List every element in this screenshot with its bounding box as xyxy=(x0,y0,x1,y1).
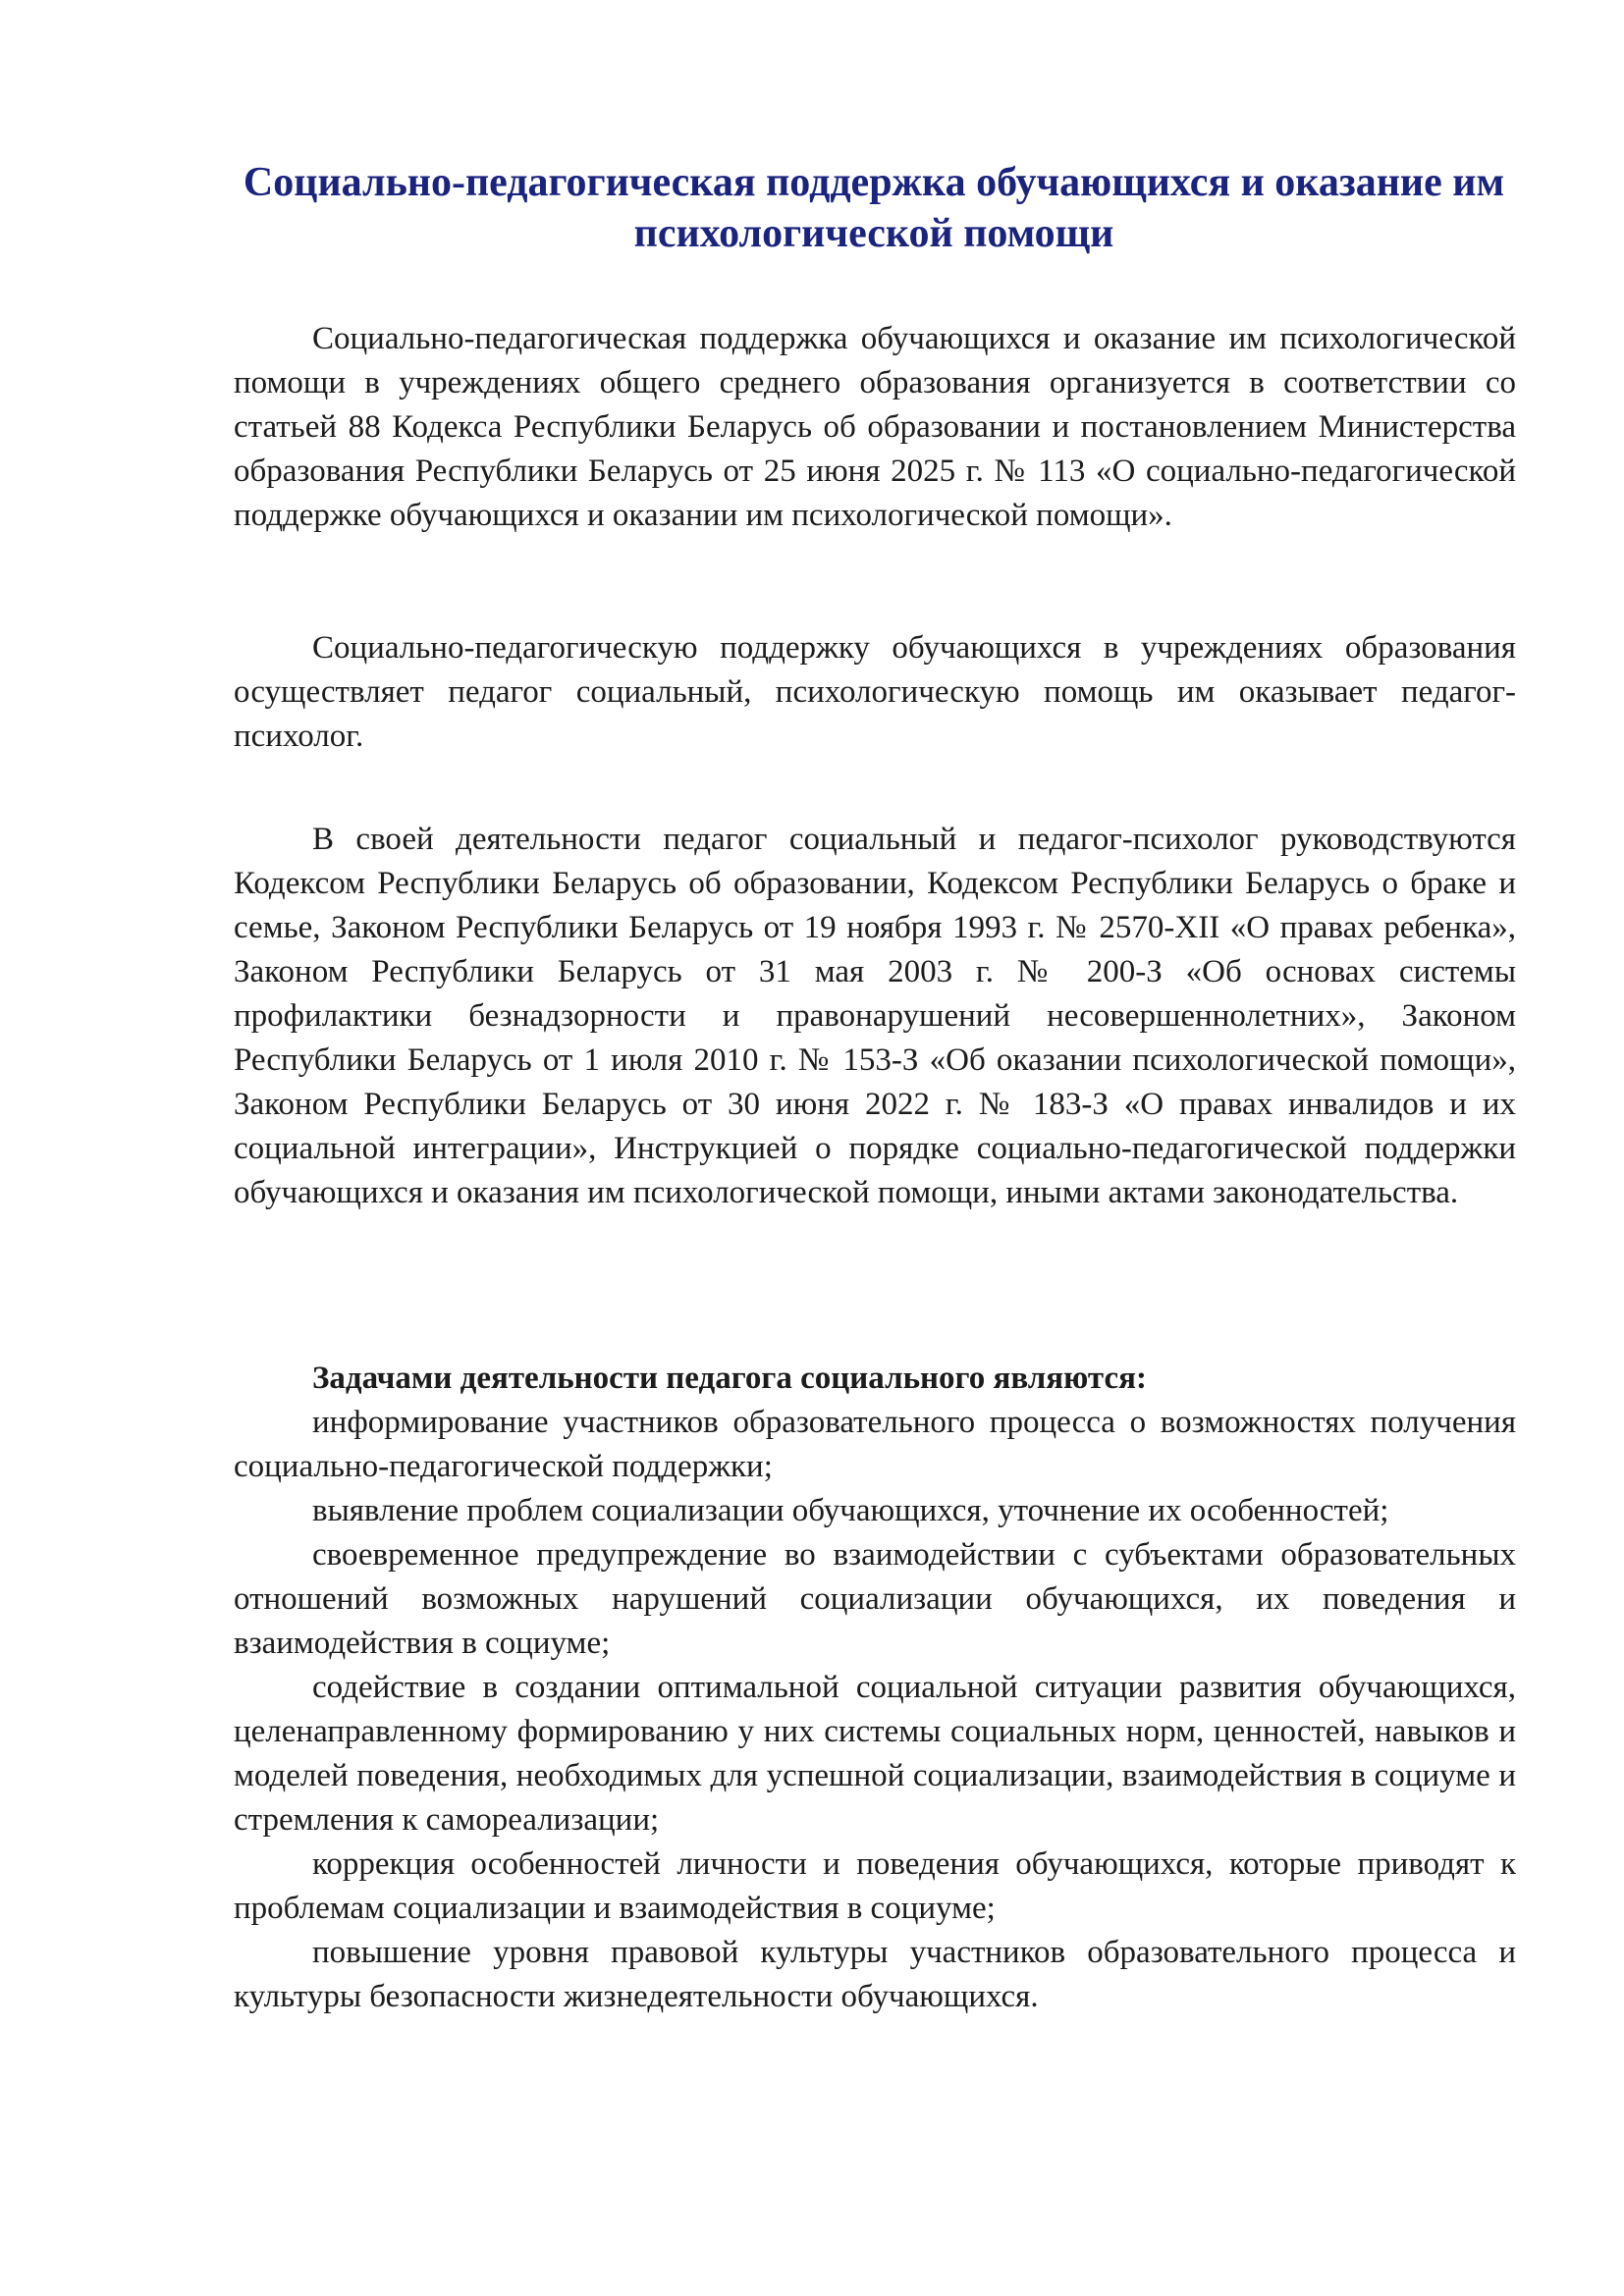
task-item: коррекция особенностей личности и поведения обучающихся, которые приводят к проблемам социализации и взаимодействия в социуме; xyxy=(234,1846,1516,1926)
paragraph-legal-basis: Социально-педагогическая поддержка обучающихся и оказание им психологической помощи в учреждениях общего среднего образования организуется в соответствии со статьей 88 Кодекса Республики Беларусь об образовании и постановлением Министерства образования Республики Беларусь от 25 июня 2025 г. № 113 «О социально-педагогической поддержке обучающихся и оказании им психологической помощи». xyxy=(234,321,1516,533)
document-title: Социально-педагогическая поддержка обучающихся и оказание им психологической помощи xyxy=(243,160,1505,256)
paragraph-regulations: В своей деятельности педагог социальный и педагог-психолог руководствуются Кодексом Республики Беларусь об образовании, Кодексом Республики Беларусь о браке и семье, Законом Республики Беларусь от 19 ноября 1993 г. № 2570-XII «О правах ребенка», Законом Республики Беларусь от 31 мая 2003 г. № 200-З «Об основах системы профилактики безнадзорности и правонарушений несовершеннолетних», Законом Республики Беларусь от 1 июля 2010 г. № 153-З «Об оказании психологической помощи», Законом Республики Беларусь от 30 июня 2022 г. № 183-З «О правах инвалидов и их социальной интеграции», Инструкцией о порядке социально-педагогической поддержки обучающихся и оказания им психологической помощи, иными актами законодательства. xyxy=(234,822,1516,1210)
task-item: информирование участников образовательного процесса о возможностях получения социально-педагогической поддержки; xyxy=(234,1405,1516,1484)
paragraph-responsibilities: Социально-педагогическую поддержку обучающихся в учреждениях образования осуществляет педагог социальный, психологическую помощь им оказывает педагог-психолог. xyxy=(234,630,1516,754)
task-item: содействие в создании оптимальной социальной ситуации развития обучающихся, целенаправленному формированию у них системы социальных норм, ценностей, навыков и моделей поведения, необходимых для успешной социализации, взаимодействия в социуме и стремления к самореализации; xyxy=(234,1670,1516,1838)
tasks-list xyxy=(234,1401,1516,2019)
tasks-heading: Задачами деятельности педагога социального являются: xyxy=(312,1361,1147,1396)
task-item: повышение уровня правовой культуры участников образовательного процесса и культуры безопасности жизнедеятельности обучающихся. xyxy=(234,1935,1516,2014)
task-item: выявление проблем социализации обучающихся, уточнение их особенностей; xyxy=(312,1493,1389,1528)
task-item: своевременное предупреждение во взаимодействии с субъектами образовательных отношений возможных нарушений социализации обучающихся, их поведения и взаимодействия в социуме; xyxy=(234,1537,1516,1661)
